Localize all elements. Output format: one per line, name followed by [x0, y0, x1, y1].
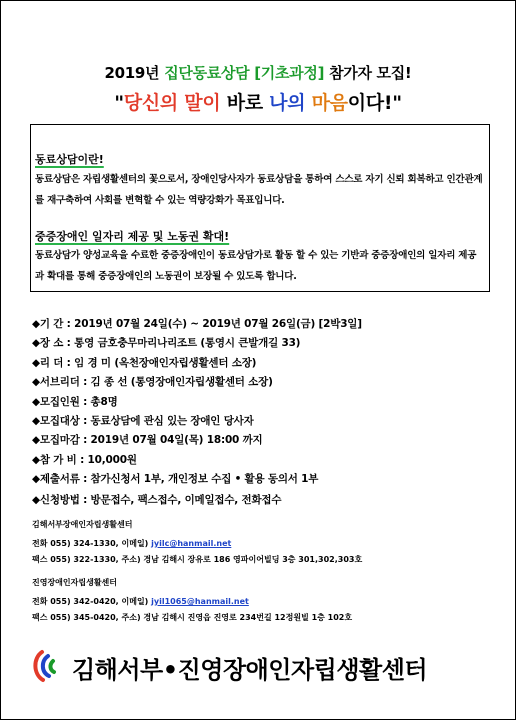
slogan-quote-open: " [114, 92, 124, 114]
poster-slogan [0, 88, 516, 115]
title-year: 2019년 [104, 64, 160, 82]
center-1-email-link[interactable]: jyilc@hanmail.net [151, 539, 232, 548]
detail-capacity: ◆모집인원 : 총8명 [32, 396, 118, 408]
footer [28, 646, 498, 686]
title-suffix: 참가자 모집! [329, 64, 412, 82]
detail-period: ◆기 간 : 2019년 07월 24일(수) ~ 2019년 07월 26일(금) [2박3일] [32, 318, 362, 330]
intro-heading-1: 동료상담이란! [35, 153, 104, 166]
intro-text-1: 동료상담은 자립생활센터의 꽃으로서, 장애인당사자가 동료상담을 통하여 스스로 자기 신뢰 회복하고 인간관계를 재구축하여 사회를 변혁할 수 있는 역량강화가 목표입니다. [35, 174, 483, 206]
slogan-word-1: 당신의 [123, 92, 178, 114]
center-2-email-link[interactable]: jyil1065@hanmail.net [151, 597, 249, 606]
intro-heading-2: 중증장애인 일자리 제공 및 노동권 확대! [35, 230, 230, 243]
center-1-name: 김해서부장애인자립생활센터 [32, 520, 133, 529]
center-2-contact [32, 596, 249, 607]
detail-method: ◆신청방법 : 방문접수, 팩스접수, 이메일접수, 전화접수 [32, 494, 282, 506]
center-1-phone: 전화 055) 324-1330, 이메일) [32, 539, 149, 548]
detail-target: ◆모집대상 : 동료상담에 관심 있는 장애인 당사자 [32, 415, 254, 427]
center-logo-icon [28, 646, 68, 686]
detail-leader: ◆리 더 : 임 경 미 (옥천장애인자립생활센터 소장) [32, 357, 257, 369]
detail-fee: ◆참 가 비 : 10,000원 [32, 454, 137, 466]
slogan-word-5: 마음 [311, 92, 348, 114]
center-2-address: 팩스 055) 345-0420, 주소) 경남 김해시 진영읍 진영로 234번길 12정원빌 1층 102호 [32, 613, 353, 622]
slogan-word-2: 말이 [184, 92, 221, 114]
intro-text-2: 동료상담가 양성교육을 수료한 중증장애인이 동료상담가로 활동 할 수 있는 기반과 중증장애인의 일자리 제공과 확대를 통해 중증장애인의 노동권이 보장될 수 있도록 합니다. [35, 250, 477, 282]
slogan-word-3: 바로 [226, 92, 263, 114]
detail-documents: ◆제출서류 : 참가신청서 1부, 개인정보 수집 • 활용 동의서 1부 [32, 473, 319, 485]
center-2-name: 진영장애인자립생활센터 [32, 578, 118, 587]
slogan-word-6: 이다!" [347, 92, 402, 114]
center-1-address: 팩스 055) 322-1330, 주소) 경남 김해시 장유로 186 영파이어빌딩 3층 301,302,303호 [32, 555, 363, 564]
slogan-word-4: 나의 [269, 92, 306, 114]
detail-subleader: ◆서브리더 : 김 종 선 (통영장애인자립생활센터 소장) [32, 376, 273, 388]
intro-box [30, 124, 490, 292]
title-program: 집단동료상담 [기초과정] [164, 64, 325, 82]
poster-title [0, 62, 516, 83]
center-2-phone: 전화 055) 342-0420, 이메일) [32, 597, 149, 606]
center-1-contact [32, 538, 231, 549]
detail-venue: ◆장 소 : 통영 금호충무마리나리조트 (통영시 큰발개길 33) [32, 337, 301, 349]
footer-org-name: 김해서부•진영장애인자립생활센터 [72, 656, 428, 684]
detail-deadline: ◆모집마감 : 2019년 07월 04일(목) 18:00 까지 [32, 434, 263, 446]
